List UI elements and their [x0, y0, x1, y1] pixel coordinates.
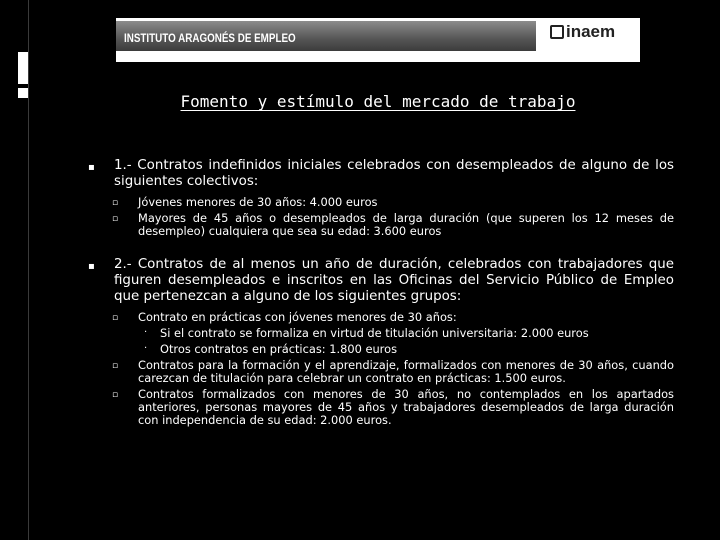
header-banner	[116, 18, 640, 62]
org-name: INSTITUTO ARAGONÉS DE EMPLEO	[124, 31, 296, 45]
sub-list-item-text: Si el contrato se formaliza en virtud de titulación universitaria: 2.000 euros	[160, 326, 589, 340]
list-item-text: Contrato en prácticas con jóvenes menores de 30 años:	[138, 310, 457, 324]
slide-title: Fomento y estímulo del mercado de trabajo	[180, 92, 576, 111]
hollow-square-bullet-icon: ▫	[112, 390, 119, 400]
list-item-text: Mayores de 45 años o desempleados de larga duración (que superen los 12 meses de desempleo) cualquiera que sea su edad: 3.600 euros	[138, 211, 674, 238]
list-item	[88, 388, 674, 427]
dot-bullet-icon: ·	[144, 343, 148, 354]
list-item-text: Contratos formalizados con menores de 30 años, no contemplados en los apartados anteriores, personas mayores de 45 años y trabajadores desempleados de larga duración con independencia de su edad: 2.000 euros.	[138, 387, 674, 427]
slide-frame-line	[28, 0, 29, 540]
section-1	[88, 158, 674, 190]
header-strip	[116, 21, 536, 51]
hollow-square-bullet-icon: ▫	[112, 361, 119, 371]
sub-list-item	[88, 343, 674, 356]
section-2-text: 2.- Contratos de al menos un año de duración, celebrados con trabajadores que figuren desempleados e inscritos en las Oficinas del Servicio Público de Empleo que pertenezcan a alguno de los siguientes grupos:	[114, 257, 674, 304]
list-item	[88, 196, 674, 209]
slide-content	[88, 158, 674, 430]
list-item-text: Jóvenes menores de 30 años: 4.000 euros	[138, 195, 378, 209]
sub-list-item-text: Otros contratos en prácticas: 1.800 euros	[160, 342, 398, 356]
logo-text: inaem	[566, 22, 616, 41]
section-2	[88, 257, 674, 305]
inaem-logo-icon	[550, 25, 564, 39]
accent-bar	[18, 52, 28, 84]
inaem-logo	[548, 22, 634, 52]
hollow-square-bullet-icon: ▫	[112, 313, 119, 323]
list-item-text: Contratos para la formación y el aprendizaje, formalizados con menores de 30 años, cuando carezcan de titulación para celebrar un contrato en prácticas: 1.500 euros.	[138, 358, 674, 385]
sub-list-item	[88, 327, 674, 340]
list-item	[88, 212, 674, 238]
hollow-square-bullet-icon: ▫	[112, 198, 119, 208]
list-item	[88, 311, 674, 324]
dot-bullet-icon: ·	[144, 327, 148, 338]
section-1-text: 1.- Contratos indefinidos iniciales celebrados con desempleados de alguno de los siguientes colectivos:	[114, 158, 674, 189]
square-bullet-icon: ▪	[88, 162, 95, 173]
square-bullet-icon: ▪	[88, 261, 95, 272]
hollow-square-bullet-icon: ▫	[112, 214, 119, 224]
list-item	[88, 359, 674, 385]
